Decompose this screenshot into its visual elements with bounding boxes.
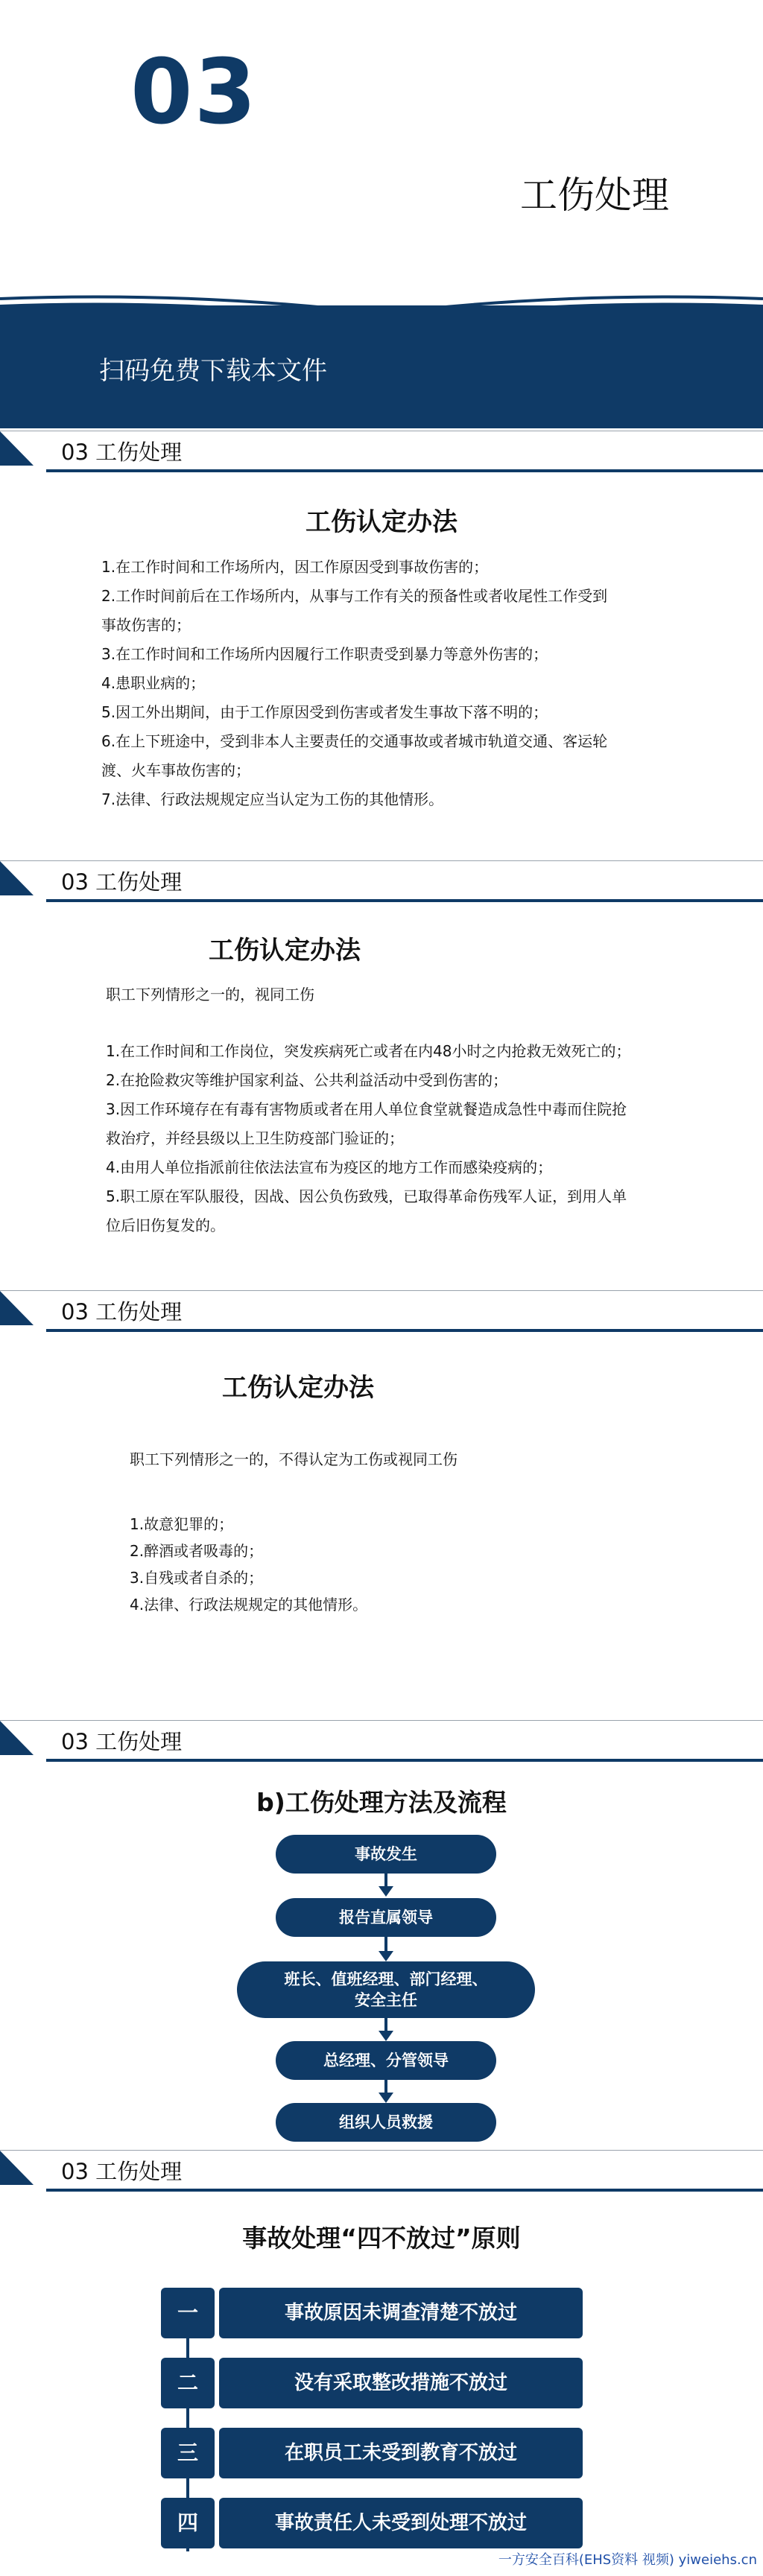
principle-item: 事故原因未调查清楚不放过 — [219, 2288, 583, 2338]
list-item: 1.在工作时间和工作岗位，突发疾病死亡或者在内48小时之内抢救无效死亡的； — [106, 1042, 631, 1060]
criteria-list — [101, 553, 607, 814]
section-header — [0, 431, 763, 475]
slide-title: 工伤认定办法 — [222, 1373, 374, 1403]
flow-step-line: 班长、值班经理、部门经理、 — [284, 1970, 488, 1988]
list-item: 3.因工作环境存在有毒有害物质或者在用人单位食堂就餐造成急性中毒而住院抢 — [106, 1100, 627, 1118]
flow-connector — [384, 1937, 387, 1952]
flow-connector — [384, 2018, 387, 2031]
slide-title: 事故处理“四不放过”原则 — [242, 2224, 521, 2253]
list-item: 1.在工作时间和工作场所内，因工作原因受到事故伤害的； — [101, 558, 489, 576]
list-item: 6.在上下班途中，受到非本人主要责任的交通事故或者城市轨道交通、客运轮 — [101, 732, 608, 750]
slide-title: b)工伤处理方法及流程 — [256, 1788, 507, 1817]
section-number: 03 — [130, 41, 258, 145]
slide-flow — [0, 1720, 763, 2148]
deemed-list — [106, 1037, 631, 1240]
header-rule — [46, 1329, 763, 1332]
principle-number: 三 — [161, 2428, 215, 2478]
list-item: 4.法律、行政法规规定的其他情形。 — [130, 1596, 368, 1614]
section-header-label: 03 工伤处理 — [61, 869, 183, 895]
section-title: 工伤处理 — [520, 174, 669, 217]
header-triangle — [0, 2151, 34, 2185]
section-header — [0, 1291, 763, 1334]
header-rule — [46, 469, 763, 472]
title-slide — [0, 0, 763, 428]
section-header — [0, 861, 763, 904]
arrow-down-icon — [379, 2093, 393, 2103]
download-link[interactable]: 扫码免费下载本文件 — [99, 356, 327, 386]
list-item: 2.在抢险救灾等维护国家利益、公共利益活动中受到伤害的； — [106, 1071, 508, 1089]
excluded-list — [130, 1511, 367, 1618]
header-rule — [46, 899, 763, 902]
list-item: 3.在工作时间和工作场所内因履行工作职责受到暴力等意外伤害的； — [101, 645, 548, 663]
principle-number: 四 — [161, 2498, 215, 2548]
flow-step: 报告直属领导 — [276, 1898, 496, 1937]
list-item: 3.自残或者自杀的； — [130, 1569, 264, 1587]
list-item: 4.患职业病的； — [101, 674, 206, 692]
slide-deemed — [0, 860, 763, 1288]
flow-step-line: 安全主任 — [355, 1991, 417, 2009]
flow-step: 组织人员救援 — [276, 2103, 496, 2142]
list-item: 5.职工原在军队服役，因战、因公负伤致残，已取得革命伤残军人证，到用人单 — [106, 1187, 627, 1205]
slide-title: 工伤认定办法 — [209, 936, 361, 965]
header-triangle — [0, 861, 34, 895]
list-item: 事故伤害的； — [101, 616, 191, 634]
list-item: 5.因工外出期间，由于工作原因受到伤害或者发生事故下落不明的； — [101, 703, 548, 721]
arrow-down-icon — [379, 2031, 393, 2041]
header-triangle — [0, 1291, 34, 1325]
flow-step: 事故发生 — [276, 1835, 496, 1874]
list-item: 救治疗，并经县级以上卫生防疫部门验证的； — [106, 1129, 404, 1147]
section-header-label: 03 工伤处理 — [61, 440, 183, 465]
principle-item: 没有采取整改措施不放过 — [219, 2358, 583, 2408]
flow-step: 总经理、分管领导 — [276, 2041, 496, 2080]
intro-text: 职工下列情形之一的，视同工伤 — [106, 986, 314, 1003]
flow-step — [237, 1961, 535, 2018]
flow-connector — [384, 2080, 387, 2093]
principle-item: 事故责任人未受到处理不放过 — [219, 2498, 583, 2548]
watermark-text: 一方安全百科(EHS资料 视频) yiweiehs.cn — [498, 2552, 757, 2568]
slide-criteria — [0, 431, 763, 858]
intro-text: 职工下列情形之一的，不得认定为工伤或视同工伤 — [130, 1450, 458, 1468]
list-item: 位后旧伤复发的。 — [106, 1216, 225, 1234]
list-item: 1.故意犯罪的； — [130, 1515, 234, 1533]
section-header-label: 03 工伤处理 — [61, 1729, 183, 1754]
arrow-down-icon — [379, 1886, 393, 1897]
list-item: 7.法律、行政法规规定应当认定为工伤的其他情形。 — [101, 790, 444, 808]
slide-principles — [0, 2150, 763, 2576]
list-item: 2.醉酒或者吸毒的； — [130, 1542, 264, 1560]
list-item: 2.工作时间前后在工作场所内，从事与工作有关的预备性或者收尾性工作受到 — [101, 587, 608, 605]
slide-excluded — [0, 1290, 763, 1718]
principle-number: 一 — [161, 2288, 215, 2338]
section-header-label: 03 工伤处理 — [61, 1299, 183, 1325]
header-rule — [46, 2189, 763, 2192]
principle-number: 二 — [161, 2358, 215, 2408]
header-triangle — [0, 431, 34, 466]
list-item: 渡、火车事故伤害的； — [101, 761, 250, 779]
section-header-label: 03 工伤处理 — [61, 2159, 183, 2184]
section-header — [0, 1721, 763, 1764]
section-header — [0, 2151, 763, 2194]
flow-connector — [384, 1874, 387, 1887]
header-rule — [46, 1759, 763, 1762]
header-triangle — [0, 1721, 34, 1755]
list-item: 4.由用人单位指派前往依法法宣布为疫区的地方工作而感染疫病的； — [106, 1158, 553, 1176]
slide-title: 工伤认定办法 — [305, 507, 458, 537]
arrow-down-icon — [379, 1951, 393, 1961]
principle-item: 在职员工未受到教育不放过 — [219, 2428, 583, 2478]
